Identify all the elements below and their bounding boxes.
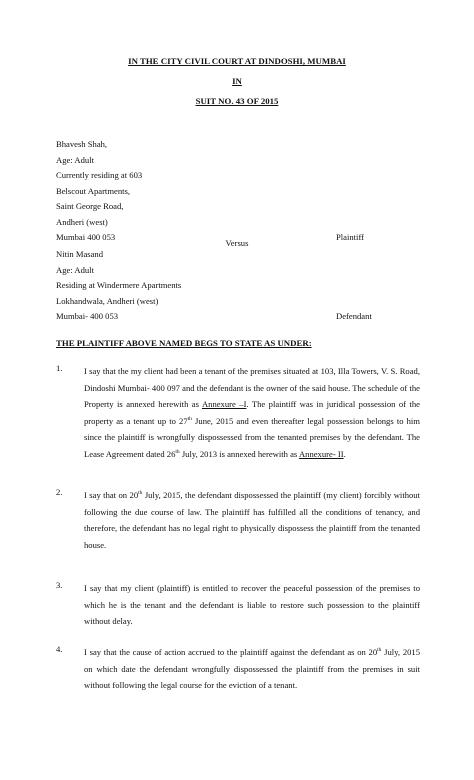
plaintiff-line: Bhavesh Shah, [56,139,108,149]
paragraph-text: I say that the cause of action accrued to the plaintiff against the defendant as on 20th July, 2015 on which date the defendant wrongfully dispossessed the plaintiff from the premises in suit without following the legal course for the eviction of a tenant. [84,647,421,690]
plaintiff-line: Age: Adult [56,154,94,165]
paragraph-number: 1. [56,363,63,373]
plaintiff-role: Plaintiff [336,232,365,242]
paragraph-text: I say that my client (plaintiff) is entitled to recover the peaceful possession of the premises to which he is the tenant and the defendant is liable to restore such possession to the plaintiff without delay. [84,583,420,626]
paragraph-4 [56,644,420,694]
defendant-role: Defendant [336,311,372,321]
annexure-2-reference: Annexure- II [298,448,344,459]
paragraph-number: 2. [56,487,63,497]
defendant-line: Age: Adult [56,264,94,275]
in-heading: IN [232,76,242,86]
versus-label: Versus [225,238,249,248]
defendant-address-city: Mumbai- 400 053 [56,311,119,321]
defendant-line: Nitin Masand [56,249,104,259]
paragraph-1 [56,363,420,462]
plaintiff-block [56,139,416,248]
plaintiff-line: Saint George Road, [56,201,124,211]
defendant-line: Lokhandwala, Andheri (west) [56,295,159,306]
plaintiff-address-city: Mumbai 400 053 [56,232,116,242]
defendant-block [56,249,416,327]
paragraph-3 [56,580,420,630]
paragraph-number: 4. [56,644,63,654]
paragraph-text: I say that the my client had been a tenant of the premises situated at 103, Illa Towers, V. S. Road, Dindoshi Mumbai- 400 097 and the defendant is the owner of the said house. The schedule of the Property is annexed herewith as Annexure –I. The plaintiff was in juridical possession of the property as a tenant up to 27th June, 2015 and even thereafter legal possession belongs to him since the plaintiff is wrongfully dispossessed from the tenanted premises by the defendant. The Lease Agreement dated 26th July, 2013 is annexed herewith as Annexure- II. [84,366,420,459]
plaintiff-line: Andheri (west) [56,216,108,227]
paragraph-2 [56,487,420,553]
suit-number: SUIT NO. 43 OF 2015 [195,96,279,106]
paragraph-number: 3. [56,580,63,590]
plaintiff-line: Belscout Apartments, [56,185,130,196]
defendant-line: Residing at Windermere Apartments [56,280,182,290]
plaintiff-line: Currently residing at 603 [56,170,143,180]
statement-heading: THE PLAINTIFF ABOVE NAMED BEGS TO STATE AS UNDER: [56,338,312,348]
court-title: IN THE CITY CIVIL COURT AT DINDOSHI, MUMBAI [128,56,346,66]
defendant-line [56,311,416,327]
annexure-1-reference: Annexure –I [201,399,247,409]
paragraph-text: I say that on 20th July, 2015, the defendant dispossessed the plaintiff (my client) forcibly without following the due course of law. The plaintiff has fulfilled all the conditions of tenancy, and therefore, the defendant has no legal right to physically dispossess the plaintiff from the tenanted house. [84,490,420,550]
